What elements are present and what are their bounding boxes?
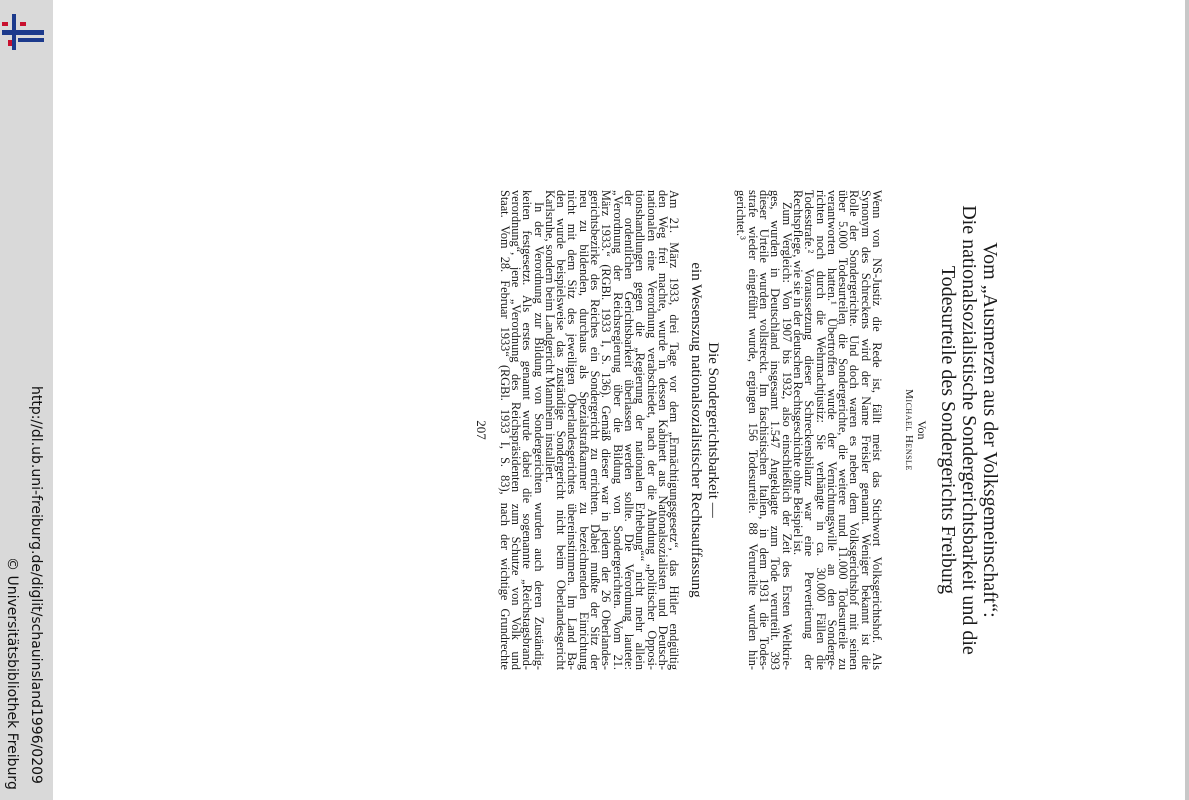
text-line: Karlsruhe, sondern beim Landgericht Mannheim installiert. xyxy=(542,190,557,483)
text-line: Staat. Vom 28. Februar 1933“ (RGBl. 1933 I, S. 83), nach der wichtige Grundrechte xyxy=(497,190,512,670)
text-line: den Weg frei machte, wurde in dessen Kabinett aus Nationalsozialisten und Deutsch- xyxy=(655,190,670,670)
text-line: ges, wurden in Deutschland insgesamt 1.547 Angeklagte zum Tode verurteilt. 393 xyxy=(768,190,783,670)
byline-von: Von xyxy=(915,420,929,440)
text-line: März 1933.“ (RGBl. 1933 I, S. 136). Gemäß dieser war in jedem der 26 Oberlandes- xyxy=(599,190,614,670)
text-line: richten noch durch die Wehrmachtjustiz: Sie verhängte in ca. 30.000 Fällen die xyxy=(813,190,828,670)
text-line: gerichtsbezirke des Reiches ein Sondergericht zu errichten. Dabei mußte der Sitz der xyxy=(588,190,603,670)
text-line: gerichtet.³ xyxy=(734,190,749,240)
text-line: „Verordnung der Reichsregierung über die Bildung von Sondergerichten. Vom 21. xyxy=(610,190,625,670)
copyright-notice: © Universitätsbibliothek Freiburg xyxy=(4,557,20,790)
article-title-line-3: Todesurteile des Sondergerichts Freiburg xyxy=(937,265,959,595)
article-author: Michael Hensle xyxy=(903,389,915,471)
ub-freiburg-logo-icon xyxy=(2,14,44,50)
page-edge-scrollbar[interactable] xyxy=(1185,0,1189,800)
text-line: verordnung“, jene „Verordnung des Reichspräsidenten zum Schutze von Volk und xyxy=(508,190,523,670)
text-line: dieser Urteile wurden vollstreckt. Im faschistischen Italien, in dem 1931 die Todes- xyxy=(757,190,772,670)
text-line: Synonym des Schreckens wird der Name Freisler genannt. Weniger bekannt ist die xyxy=(858,190,873,670)
section-paragraph xyxy=(497,190,682,670)
text-line: Am 21. März 1933, drei Tage vor dem „Ermächtigungsgesetz“, das Hitler endgültig xyxy=(667,190,682,670)
text-line: den wurde beispielsweise das zuständige Sondergericht nicht beim Oberlandesgericht xyxy=(554,190,569,670)
source-url[interactable]: http://dl.ub.uni-freiburg.de/diglit/schauinsland1996/0209 xyxy=(28,386,44,784)
text-line: neu zu bildenden, durchaus als Spezialstrafkammer zu bezeichnenden Einrichtung xyxy=(576,190,591,670)
viewer-side-strip xyxy=(0,0,53,800)
text-line: nationalen eine Verordnung verabschiedet, nach der die Ahndung „politischer Opposi- xyxy=(644,190,659,670)
text-line: verantworten hatten.¹ Übertroffen wurde der Vernichtungswille an den Sonderge- xyxy=(824,190,839,670)
text-line: Todesstrafe.² Voraussetzung dieser Schreckensbilanz war eine Pervertierung der xyxy=(802,190,817,670)
text-line: Rolle der Sondergerichte. Und doch waren es neben dem Volksgerichtshof mit seinen xyxy=(847,190,862,670)
text-line: der ordentlichen Gerichtsbarkeit überlassen werden sollte. Die Verordnung lautete: xyxy=(621,190,636,670)
section-heading-line-1: Die Sondergerichtsbarkeit — xyxy=(705,342,722,518)
text-line: nicht mit dem Sitz des jeweiligen Oberlandesgerichtes übereinstimmen. Im Land Ba- xyxy=(565,190,580,670)
text-line: Wenn von NS-Justiz die Rede ist, fällt meist das Stichwort Volksgerichtshof. Als xyxy=(870,190,884,670)
scanned-page xyxy=(473,190,1000,670)
article-title-line-1: Vom „Ausmerzen aus der Volksgemeinschaft“: xyxy=(979,242,1001,618)
page-number: 207 xyxy=(474,420,490,440)
text-line: strafe wieder eingeführt wurde, ergingen 156 Todesurteile. 88 Verurteilte wurden hin- xyxy=(745,190,760,670)
section-heading-line-2: ein Wesenszug nationalsozialistischer Rechtsauffassung xyxy=(688,262,705,598)
intro-paragraph xyxy=(735,190,882,670)
text-line: über 5.000 Todesurteilen die Sondergerichte, die weitere rund 11.000 Todesurteile zu xyxy=(836,190,851,670)
text-line: tionshandlungen gegen die „Regierung der nationalen Erhebung““ nicht mehr allein xyxy=(633,190,648,670)
text-line: In der Verordnung zur Bildung von Sondergerichten wurden auch deren Zuständig- xyxy=(531,202,546,670)
text-line: Rechtspflege, wie sie in der deutschen Rechtsgeschichte ohne Beispiel ist. xyxy=(790,190,805,556)
article-title-line-2: Die nationalsozialistische Sondergerichtsbarkeit und die xyxy=(958,205,980,655)
section-heading xyxy=(687,190,721,670)
text-line: keiten festgesetzt. Als erstes genannt wurde dabei die sogenannte „Reichstagsbrand- xyxy=(520,190,535,670)
text-line: Zum Vergleich: Von 1907 bis 1932, also einschließlich der Zeit des Ersten Weltkrie- xyxy=(779,202,794,670)
